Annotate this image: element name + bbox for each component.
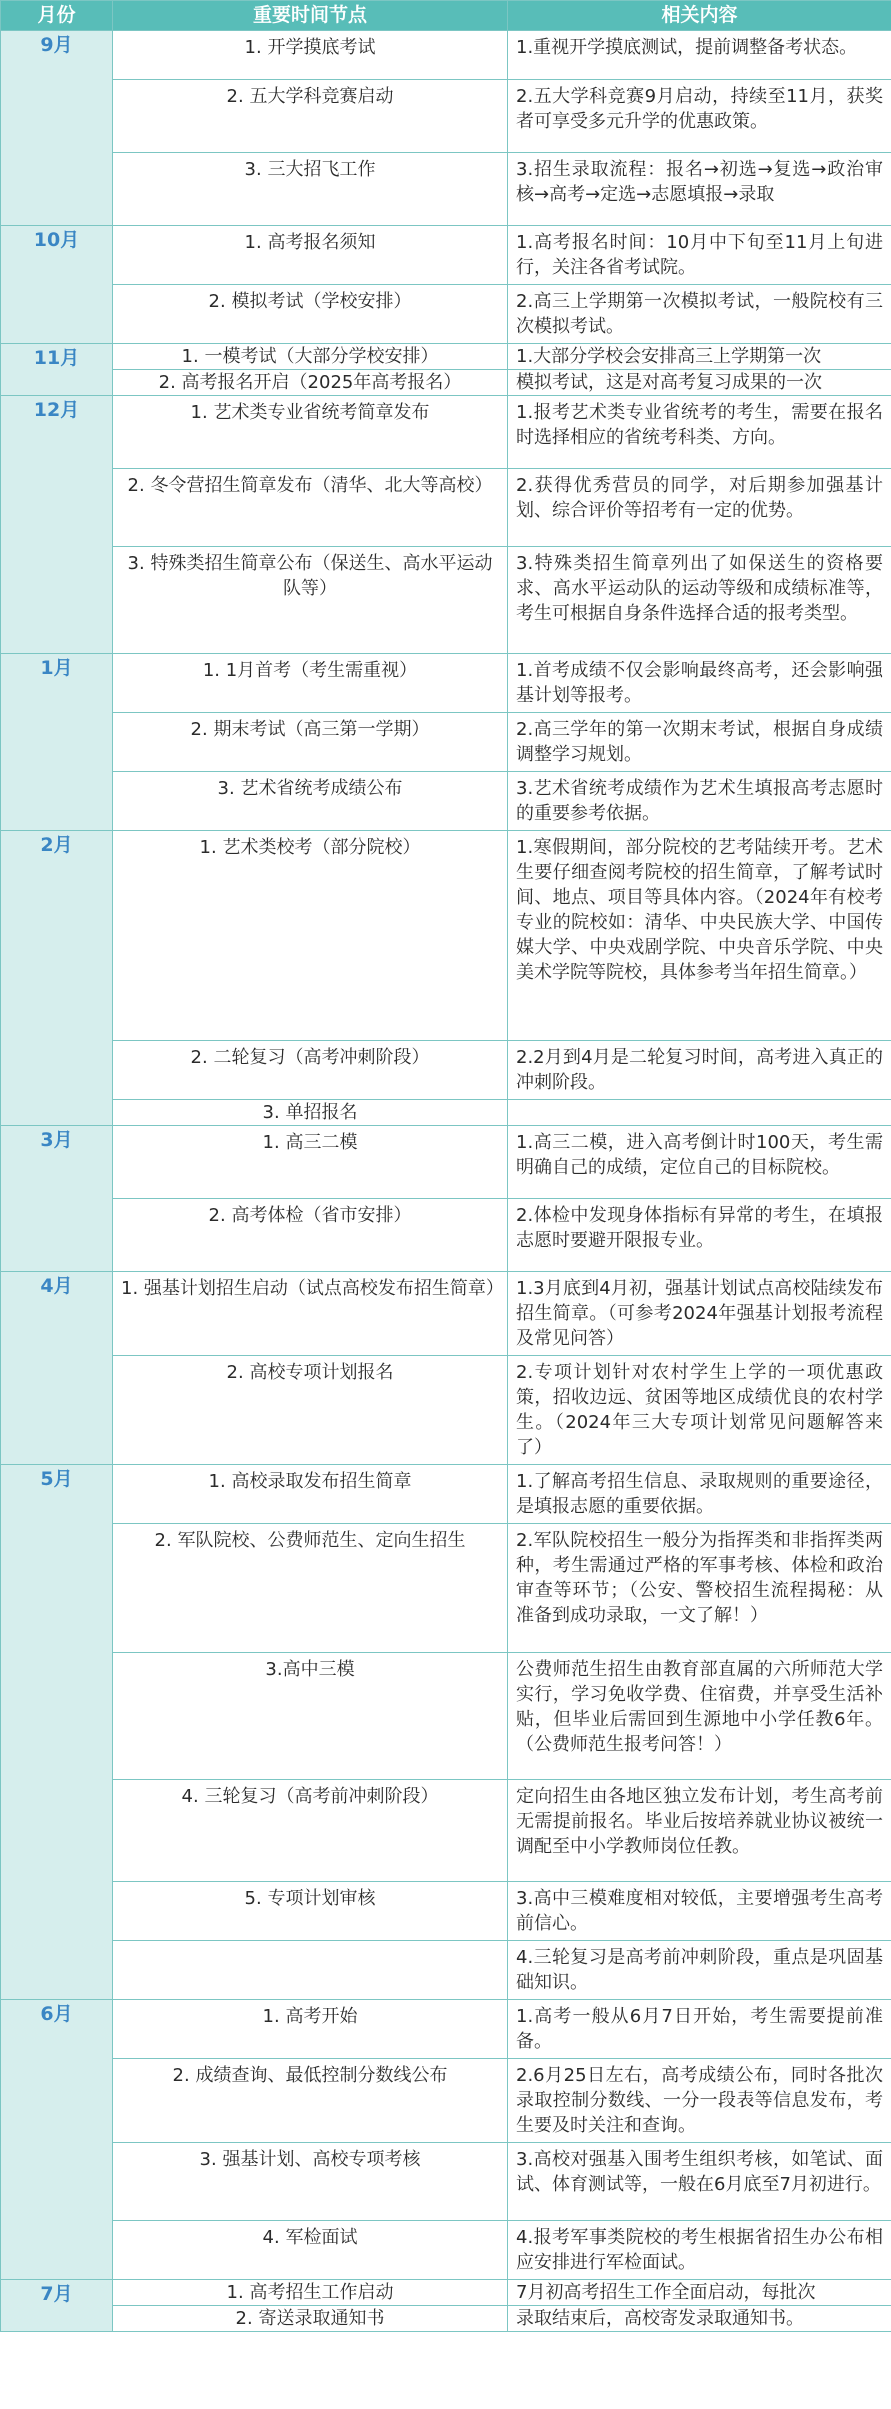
timeline-node-cell: 4. 军检面试 — [113, 2221, 508, 2280]
table-row — [1, 1780, 891, 1882]
month-cell: 7月 — [1, 2280, 113, 2332]
timeline-node-cell: 2. 模拟考试（学校安排） — [113, 285, 508, 344]
timeline-node-cell: 2. 高校专项计划报名 — [113, 1356, 508, 1465]
content-cell: 4.报考军事类院校的考生根据省招生办公布相应安排进行军检面试。 — [508, 2221, 891, 2280]
table-row — [1, 1041, 891, 1100]
content-cell: 1.大部分学校会安排高三上学期第一次 — [508, 344, 891, 370]
content-cell: 2.专项计划针对农村学生上学的一项优惠政策，招收边远、贫困等地区成绩优良的农村学生。（2024年三大专项计划常见问题解答来了） — [508, 1356, 891, 1465]
table-row — [1, 1199, 891, 1272]
timeline-node-cell: 3. 艺术省统考成绩公布 — [113, 772, 508, 831]
table-row — [1, 153, 891, 226]
timeline-node-cell: 1. 高三二模 — [113, 1126, 508, 1199]
table-row — [1, 1653, 891, 1780]
table-row — [1, 2280, 891, 2306]
table-row — [1, 1941, 891, 2000]
month-cell: 4月 — [1, 1272, 113, 1465]
timeline-node-cell: 1. 一模考试（大部分学校安排） — [113, 344, 508, 370]
content-cell: 1.了解高考招生信息、录取规则的重要途径，是填报志愿的重要依据。 — [508, 1465, 891, 1524]
content-cell: 录取结束后，高校寄发录取通知书。 — [508, 2306, 891, 2332]
table-row — [1, 31, 891, 80]
timeline-node-cell: 1. 高考报名须知 — [113, 226, 508, 285]
content-cell: 2.获得优秀营员的同学，对后期参加强基计划、综合评价等招考有一定的优势。 — [508, 469, 891, 547]
month-cell: 6月 — [1, 2000, 113, 2280]
content-cell: 2.6月25日左右，高考成绩公布，同时各批次录取控制分数线、一分一段表等信息发布，考生要及时关注和查询。 — [508, 2059, 891, 2143]
content-cell: 3.高校对强基入围考生组织考核，如笔试、面试、体育测试等，一般在6月底至7月初进行。 — [508, 2143, 891, 2221]
content-cell: 7月初高考招生工作全面启动，每批次 — [508, 2280, 891, 2306]
table-row — [1, 772, 891, 831]
table-row — [1, 344, 891, 370]
timeline-node-cell: 2. 高考体检（省市安排） — [113, 1199, 508, 1272]
content-cell: 1.首考成绩不仅会影响最终高考，还会影响强基计划等报考。 — [508, 654, 891, 713]
table-row — [1, 1100, 891, 1126]
timeline-node-cell: 1. 高考招生工作启动 — [113, 2280, 508, 2306]
content-cell: 1.3月底到4月初，强基计划试点高校陆续发布招生简章。（可参考2024年强基计划报考流程及常见问答） — [508, 1272, 891, 1356]
timeline-node-cell: 3.高中三模 — [113, 1653, 508, 1780]
header-content: 相关内容 — [508, 1, 891, 31]
timeline-node-cell: 3. 单招报名 — [113, 1100, 508, 1126]
table-row — [1, 1524, 891, 1653]
table-row — [1, 285, 891, 344]
timeline-node-cell: 2. 成绩查询、最低控制分数线公布 — [113, 2059, 508, 2143]
timeline-node-cell: 5. 专项计划审核 — [113, 1882, 508, 1941]
content-cell: 1.寒假期间，部分院校的艺考陆续开考。艺术生要仔细查阅考院校的招生简章，了解考试时间、地点、项目等具体内容。（2024年有校考专业的院校如：清华、中央民族大学、中国传媒大学、中央戏剧学院、中央音乐学院、中央美术学院等院校，具体参考当年招生简章。） — [508, 831, 891, 1041]
timeline-node-cell: 3. 三大招飞工作 — [113, 153, 508, 226]
header-month: 月份 — [1, 1, 113, 31]
timeline-node-cell: 3. 特殊类招生简章公布（保送生、高水平运动队等） — [113, 547, 508, 654]
month-cell: 2月 — [1, 831, 113, 1126]
month-cell: 10月 — [1, 226, 113, 344]
month-cell: 11月 — [1, 344, 113, 396]
table-row — [1, 1272, 891, 1356]
content-cell: 3.特殊类招生简章列出了如保送生的资格要求、高水平运动队的运动等级和成绩标准等，考生可根据自身条件选择合适的报考类型。 — [508, 547, 891, 654]
table-row — [1, 1465, 891, 1524]
timeline-node-cell: 1. 艺术类校考（部分院校） — [113, 831, 508, 1041]
timeline-node-cell: 1. 1月首考（考生需重视） — [113, 654, 508, 713]
content-cell: 1.重视开学摸底测试，提前调整备考状态。 — [508, 31, 891, 80]
table-row — [1, 396, 891, 469]
content-cell: 3.艺术省统考成绩作为艺术生填报高考志愿时的重要参考依据。 — [508, 772, 891, 831]
content-cell: 2.体检中发现身体指标有异常的考生，在填报志愿时要避开限报专业。 — [508, 1199, 891, 1272]
table-row — [1, 2306, 891, 2332]
content-cell: 4.三轮复习是高考前冲刺阶段，重点是巩固基础知识。 — [508, 1941, 891, 2000]
content-cell — [508, 1100, 891, 1126]
table-body — [1, 31, 891, 2332]
content-cell: 2.高三学年的第一次期末考试，根据自身成绩调整学习规划。 — [508, 713, 891, 772]
month-cell: 5月 — [1, 1465, 113, 2000]
content-cell: 模拟考试，这是对高考复习成果的一次 — [508, 370, 891, 396]
timeline-node-cell: 1. 强基计划招生启动（试点高校发布招生简章） — [113, 1272, 508, 1356]
month-cell: 1月 — [1, 654, 113, 831]
timeline-node-cell: 2. 冬令营招生简章发布（清华、北大等高校） — [113, 469, 508, 547]
table-row — [1, 1356, 891, 1465]
content-cell: 3.高中三模难度相对较低，主要增强考生高考前信心。 — [508, 1882, 891, 1941]
timeline-node-cell: 2. 军队院校、公费师范生、定向生招生 — [113, 1524, 508, 1653]
month-cell: 9月 — [1, 31, 113, 226]
content-cell: 2.军队院校招生一般分为指挥类和非指挥类两种，考生需通过严格的军事考核、体检和政治审查等环节；（公安、警校招生流程揭秘：从准备到成功录取，一文了解！） — [508, 1524, 891, 1653]
table-row — [1, 2221, 891, 2280]
month-cell: 12月 — [1, 396, 113, 654]
timeline-node-cell: 1. 高校录取发布招生简章 — [113, 1465, 508, 1524]
table-header-row — [1, 1, 891, 31]
timeline-node-cell: 2. 二轮复习（高考冲刺阶段） — [113, 1041, 508, 1100]
content-cell: 1.高考一般从6月7日开始，考生需要提前准备。 — [508, 2000, 891, 2059]
timeline-node-cell: 2. 期末考试（高三第一学期） — [113, 713, 508, 772]
table-row — [1, 547, 891, 654]
table-row — [1, 1882, 891, 1941]
table-row — [1, 226, 891, 285]
content-cell: 3.招生录取流程：报名→初选→复选→政治审核→高考→定选→志愿填报→录取 — [508, 153, 891, 226]
timeline-node-cell — [113, 1941, 508, 2000]
timeline-node-cell: 4. 三轮复习（高考前冲刺阶段） — [113, 1780, 508, 1882]
timeline-node-cell: 1. 开学摸底考试 — [113, 31, 508, 80]
timeline-node-cell: 2. 五大学科竞赛启动 — [113, 80, 508, 153]
header-node: 重要时间节点 — [113, 1, 508, 31]
month-cell: 3月 — [1, 1126, 113, 1272]
content-cell: 2.五大学科竞赛9月启动，持续至11月，获奖者可享受多元升学的优惠政策。 — [508, 80, 891, 153]
table-row — [1, 80, 891, 153]
table-row — [1, 469, 891, 547]
content-cell: 公费师范生招生由教育部直属的六所师范大学实行，学习免收学费、住宿费，并享受生活补贴，但毕业后需回到生源地中小学任教6年。（公费师范生报考问答！） — [508, 1653, 891, 1780]
table-row — [1, 713, 891, 772]
table-row — [1, 2059, 891, 2143]
table-row — [1, 654, 891, 713]
table-row — [1, 2143, 891, 2221]
content-cell: 1.报考艺术类专业省统考的考生，需要在报名时选择相应的省统考科类、方向。 — [508, 396, 891, 469]
content-cell: 定向招生由各地区独立发布计划，考生高考前无需提前报名。毕业后按培养就业协议被统一调配至中小学教师岗位任教。 — [508, 1780, 891, 1882]
content-cell: 1.高考报名时间：10月中下旬至11月上旬进行，关注各省考试院。 — [508, 226, 891, 285]
timeline-node-cell: 3. 强基计划、高校专项考核 — [113, 2143, 508, 2221]
table-row — [1, 370, 891, 396]
timeline-node-cell: 2. 高考报名开启（2025年高考报名） — [113, 370, 508, 396]
timeline-node-cell: 1. 艺术类专业省统考简章发布 — [113, 396, 508, 469]
content-cell: 2.高三上学期第一次模拟考试，一般院校有三次模拟考试。 — [508, 285, 891, 344]
content-cell: 1.高三二模，进入高考倒计时100天，考生需明确自己的成绩，定位自己的目标院校。 — [508, 1126, 891, 1199]
table-row — [1, 831, 891, 1041]
timeline-node-cell: 1. 高考开始 — [113, 2000, 508, 2059]
timeline-node-cell: 2. 寄送录取通知书 — [113, 2306, 508, 2332]
content-cell: 2.2月到4月是二轮复习时间，高考进入真正的冲刺阶段。 — [508, 1041, 891, 1100]
table-row — [1, 2000, 891, 2059]
table-row — [1, 1126, 891, 1199]
